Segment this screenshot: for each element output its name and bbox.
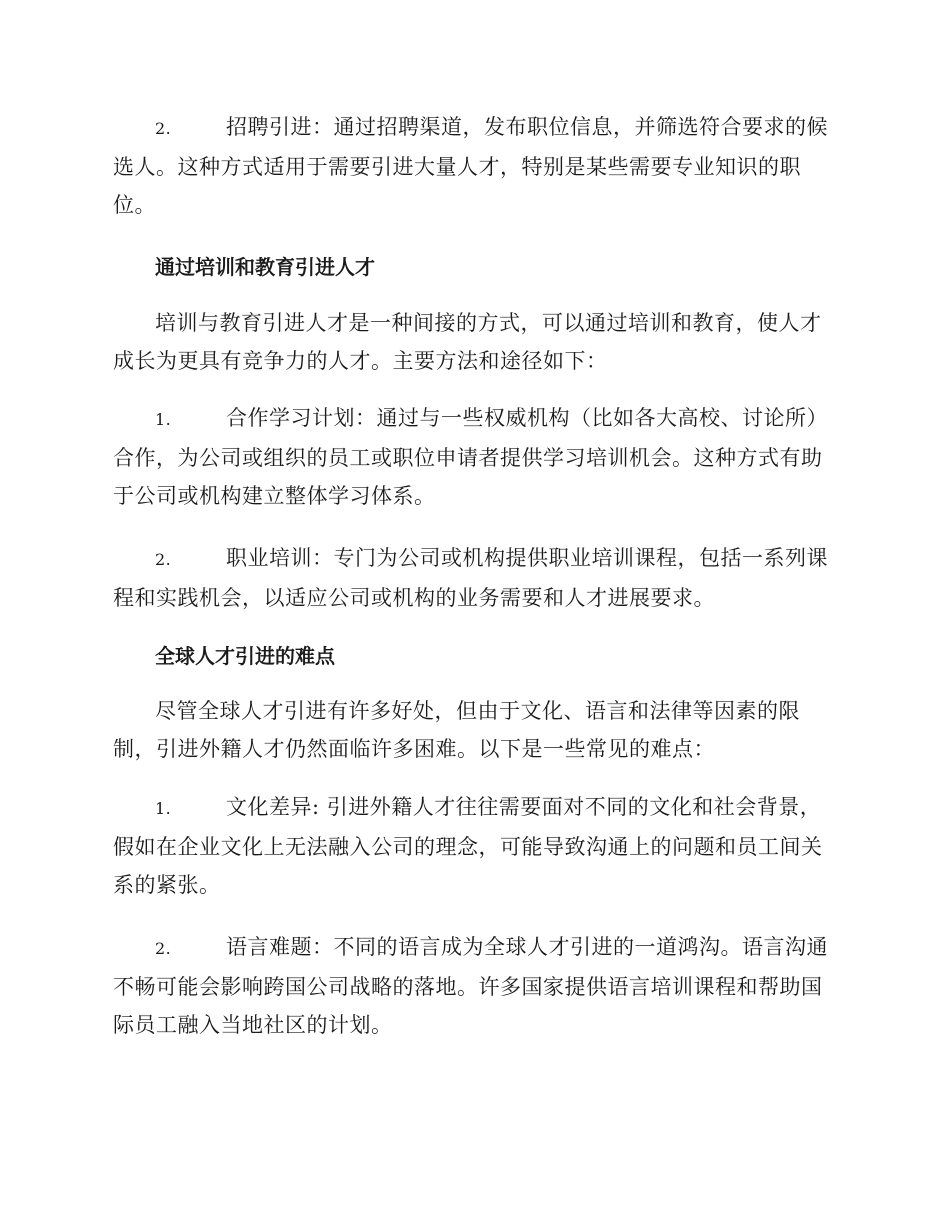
list-item-text: 招聘引进：通过招聘渠道，发布职位信息，并筛选符合要求的候选人。这种方式适用于需要引进大量人才，特别是某些需要专业知识的职位。 [113,115,828,217]
list-item-training-2 [113,539,835,617]
paragraph-difficulty-intro [113,692,835,768]
list-item-training-1 [113,399,835,515]
list-number: 2. [155,550,172,569]
list-item [113,928,835,1044]
list-item [113,539,835,617]
paragraph-training-intro [113,304,835,380]
list-item-text: 职业培训：专门为公司或机构提供职业培训课程，包括一系列课程和实践机会，以适应公司或机构的业务需要和人才进展要求。 [113,546,828,610]
list-item-text: 合作学习计划：通过与一些权威机构（比如各大高校、讨论所）合作，为公司或组织的员工或职位申请者提供学习培训机会。这种方式有助于公司或机构建立整体学习体系。 [113,406,828,508]
list-number: 1. [155,799,172,818]
paragraph: 培训与教育引进人才是一种间接的方式，可以通过培训和教育，使人才成长为更具有竞争力的人才。主要方法和途径如下： [113,311,822,373]
section-heading-training [113,248,835,286]
list-item-text: 文化差异: 引进外籍人才往往需要面对不同的文化和社会背景，假如在企业文化上无法融入公司的理念，可能导致沟通上的问题和员工间关系的紧张。 [113,795,823,897]
list-item [113,399,835,515]
paragraph: 尽管全球人才引进有许多好处，但由于文化、语言和法律等因素的限制，引进外籍人才仍然面临许多困难。以下是一些常见的难点： [113,699,800,761]
list-item [113,788,835,904]
list-item-difficulty-2 [113,928,835,1044]
list-number: 1. [155,410,172,429]
section-heading: 全球人才引进的难点 [155,644,335,668]
section-heading: 通过培训和教育引进人才 [155,255,375,279]
section-heading-difficulty [113,637,835,675]
list-item [113,108,835,224]
list-item-difficulty-1 [113,788,835,904]
list-number: 2. [155,119,172,138]
list-item-text: 语言难题：不同的语言成为全球人才引进的一道鸿沟。语言沟通不畅可能会影响跨国公司战略的落地。许多国家提供语言培训课程和帮助国际员工融入当地社区的计划。 [113,935,828,1037]
list-number: 2. [155,939,172,958]
list-item-recruit [113,108,835,224]
